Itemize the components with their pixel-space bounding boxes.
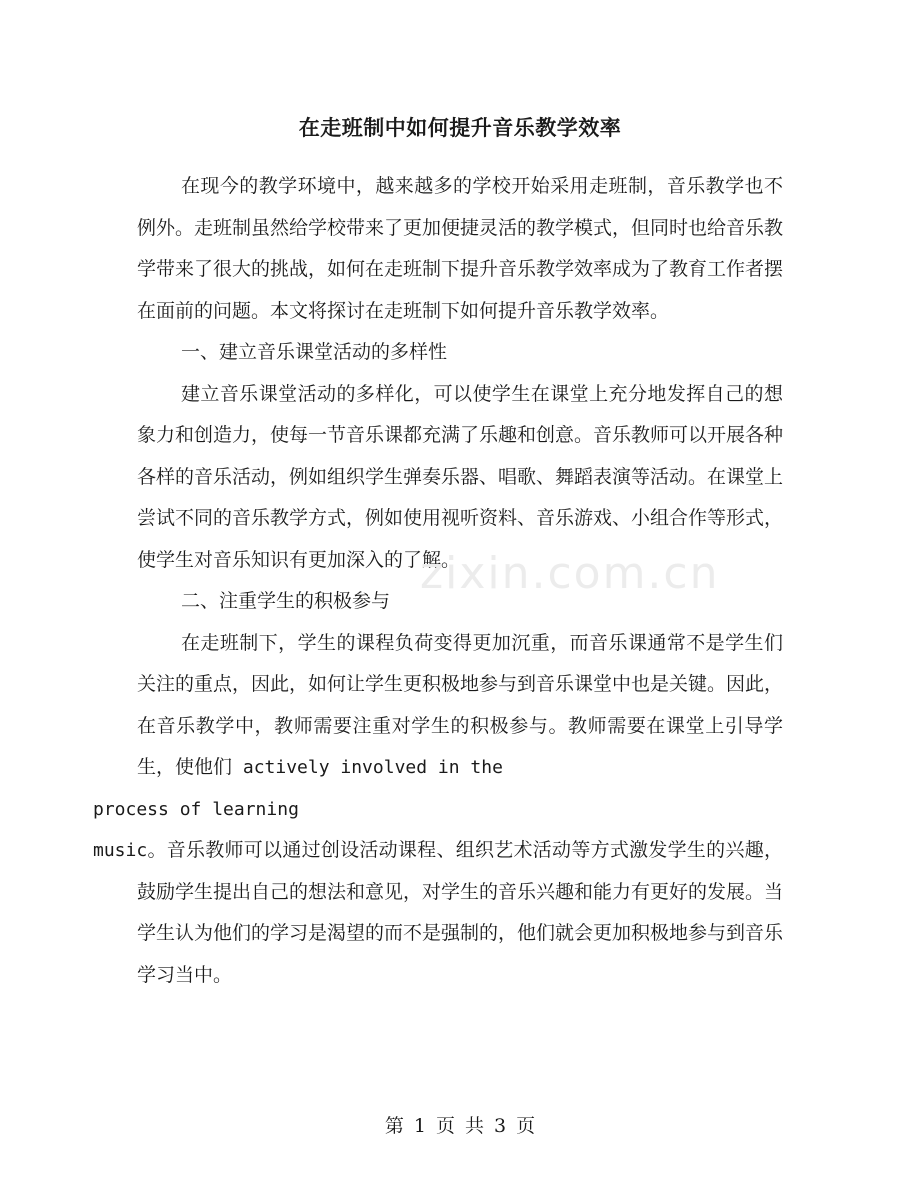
document-title: 在走班制中如何提升音乐教学效率 [298, 115, 622, 140]
section-1-paragraph: 建立音乐课堂活动的多样化，可以使学生在课堂上充分地发挥自己的想象力和创造力，使每一节音乐课都充满了乐趣和创意。音乐教师可以开展各种各样的音乐活动，例如组织学生弹奏乐器、唱歌、舞蹈表演等活动。在课堂上尝试不同的音乐教学方式，例如使用视听资料、音乐游戏、小组合作等形式，使学生对音乐知识有更加深入的了解。 [137, 382, 784, 571]
watermark: zixin.com.cn [420, 548, 720, 599]
section-2-latin-line-2: process of learning [93, 798, 299, 820]
section-2-paragraph [93, 623, 784, 997]
section-2-text-part-1: 在走班制下，学生的课程负荷变得更加沉重，而音乐课通常不是学生们关注的重点，因此，如何让学生更积极地参与到音乐课堂中也是关键。因此，在音乐教学中，教师需要注重对学生的积极参与。教师需要在课堂上引导学生，使他们 [137, 631, 784, 778]
document-body [93, 166, 784, 996]
section-1-heading: 一、建立音乐课堂活动的多样性 [181, 341, 448, 363]
section-2-heading: 二、注重学生的积极参与 [181, 590, 391, 612]
section-2-latin-line-3: music [93, 840, 148, 861]
section-2-latin-line-1: actively involved in the [232, 757, 503, 778]
page-footer: 第 1 页 共 3 页 [384, 1115, 536, 1137]
section-2-text-part-2: 。音乐教师可以通过创设活动课程、组织艺术活动等方式激发学生的兴趣，鼓励学生提出自己的想法和意见，对学生的音乐兴趣和能力有更好的发展。当学生认为他们的学习是渴望的而不是强制的，他们就会更加积极地参与到音乐学习当中。 [137, 839, 784, 986]
intro-paragraph: 在现今的教学环境中，越来越多的学校开始采用走班制，音乐教学也不例外。走班制虽然给学校带来了更加便捷灵活的教学模式，但同时也给音乐教学带来了很大的挑战，如何在走班制下提升音乐教学效率成为了教育工作者摆在面前的问题。本文将探讨在走班制下如何提升音乐教学效率。 [137, 175, 784, 322]
